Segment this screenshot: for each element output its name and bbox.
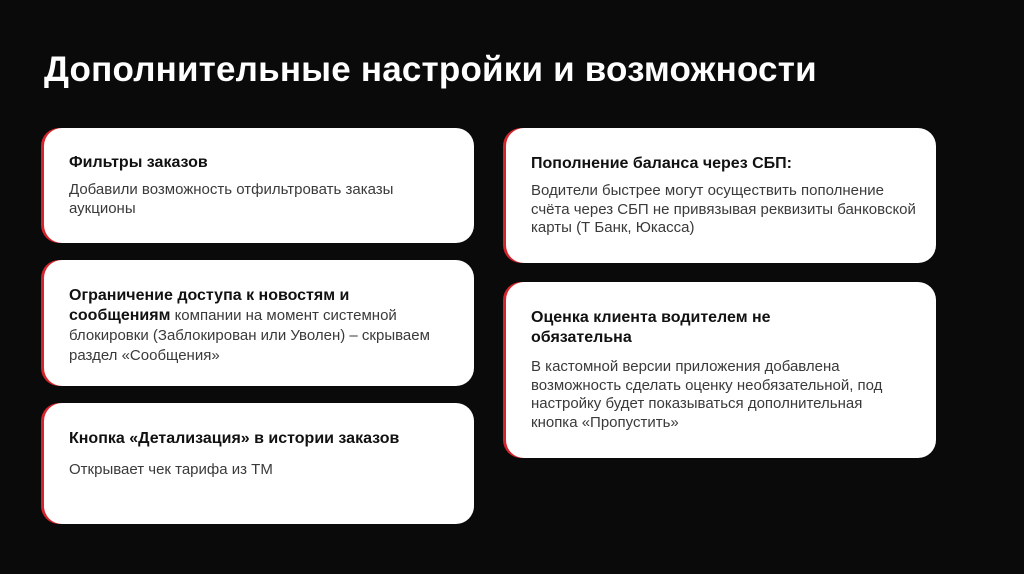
- card-order-filters: [44, 128, 474, 243]
- card-title: Фильтры заказов: [69, 154, 208, 171]
- card-body: В кастомной версии приложения добавлена возможность сделать оценку необязательной, под настройку будет показываться дополнительная кнопка «Пропустить»: [531, 358, 883, 431]
- card-title: Ограничение доступа к новостям и сообщениям: [69, 287, 350, 324]
- card-details-button: [44, 403, 474, 524]
- page-title: Дополнительные настройки и возможности: [44, 50, 817, 89]
- card-title: Оценка клиента водителем не обязательна: [531, 309, 771, 346]
- card-title: Пополнение баланса через СБП:: [531, 155, 792, 172]
- card-client-rating: [506, 282, 936, 458]
- card-body: Добавили возможность отфильтровать заказы аукционы: [69, 181, 394, 217]
- card-body: компании на момент системной блокировки (Заблокирован или Уволен) – скрываем раздел «Сообщения»: [69, 307, 430, 364]
- card-title: Кнопка «Детализация» в истории заказов: [69, 430, 400, 447]
- card-news-access: [44, 260, 474, 386]
- card-body: Водители быстрее могут осуществить пополнение счёта через СБП не привязывая реквизиты банковской карты (Т Банк, Юкасса): [531, 182, 916, 236]
- card-sbp-topup: [506, 128, 936, 263]
- card-body: Открывает чек тарифа из ТМ: [69, 461, 273, 478]
